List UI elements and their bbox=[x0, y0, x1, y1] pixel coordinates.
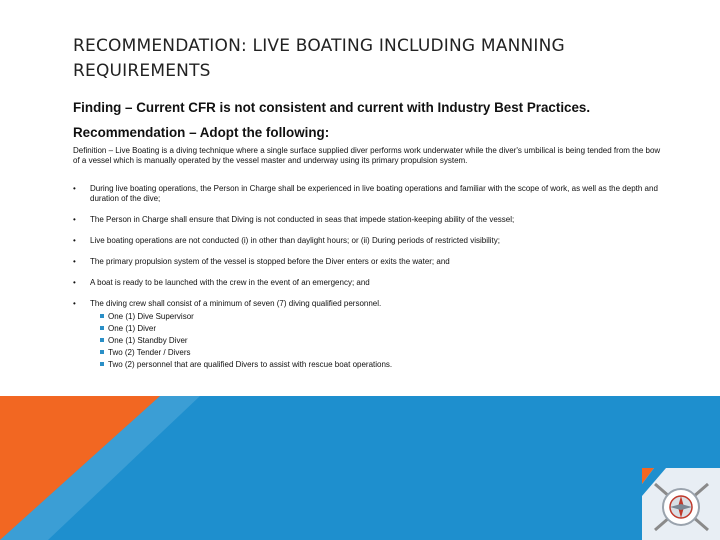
bullet-marker: • bbox=[73, 184, 76, 193]
crew-item-text: One (1) Standby Diver bbox=[108, 336, 188, 345]
list-item-text: A boat is ready to be launched with the crew in the event of an emergency; and bbox=[90, 278, 370, 287]
footer-graphic bbox=[0, 396, 720, 540]
square-bullet-icon bbox=[100, 338, 104, 342]
bullet-marker: • bbox=[73, 278, 76, 287]
bullet-marker: • bbox=[73, 236, 76, 245]
crew-item bbox=[100, 335, 673, 347]
footer-band bbox=[0, 396, 720, 540]
square-bullet-icon bbox=[100, 362, 104, 366]
crew-item bbox=[100, 359, 673, 371]
finding-text: Finding – Current CFR is not consistent and current with Industry Best Practices. bbox=[73, 100, 591, 115]
crew-item bbox=[100, 311, 673, 323]
list-item-text: The Person in Charge shall ensure that Diving is not conducted in seas that impede station-keeping ability of the vessel; bbox=[90, 215, 515, 224]
crew-item-text: Two (2) Tender / Divers bbox=[108, 348, 191, 357]
coast-guard-emblem-icon bbox=[642, 468, 720, 540]
list-item-text: The diving crew shall consist of a minimum of seven (7) diving qualified personnel. bbox=[90, 299, 382, 308]
list-item-text: Live boating operations are not conducted (i) in other than daylight hours; or (ii) During periods of restricted visibility; bbox=[90, 236, 500, 245]
list-item bbox=[73, 184, 673, 204]
list-item bbox=[73, 236, 673, 246]
square-bullet-icon bbox=[100, 326, 104, 330]
definition-text: Definition – Live Boating is a diving technique where a single surface supplied diver performs work underwater while the diver's umbilical is being tended from the bow of a vessel which is manually operated by the vessel master and underway using its primary propulsion system. bbox=[73, 146, 661, 165]
crew-list bbox=[100, 311, 673, 371]
bullet-marker: • bbox=[73, 215, 76, 224]
list-item bbox=[73, 299, 673, 371]
list-item bbox=[73, 257, 673, 267]
list-item bbox=[73, 278, 673, 288]
crew-item-text: One (1) Diver bbox=[108, 324, 157, 333]
crew-item-text: One (1) Dive Supervisor bbox=[108, 312, 194, 321]
square-bullet-icon bbox=[100, 350, 104, 354]
recommendation-text: Recommendation – Adopt the following: bbox=[73, 125, 330, 140]
crew-item bbox=[100, 323, 673, 335]
bullet-marker: • bbox=[73, 257, 76, 266]
crew-item bbox=[100, 347, 673, 359]
list-item-text: The primary propulsion system of the vessel is stopped before the Diver enters or exits the water; and bbox=[90, 257, 450, 266]
slide-title: RECOMMENDATION: LIVE BOATING INCLUDING MANNING REQUIREMENTS bbox=[73, 36, 565, 81]
list-item bbox=[73, 215, 673, 225]
list-item-text: During live boating operations, the Person in Charge shall be experienced in live boating operations and familiar with the scope of work, as well as the depth and duration of the dive; bbox=[90, 184, 658, 203]
requirements-list bbox=[73, 184, 673, 382]
square-bullet-icon bbox=[100, 314, 104, 318]
crew-item-text: Two (2) personnel that are qualified Divers to assist with rescue boat operations. bbox=[108, 360, 393, 369]
bullet-marker: • bbox=[73, 299, 76, 308]
